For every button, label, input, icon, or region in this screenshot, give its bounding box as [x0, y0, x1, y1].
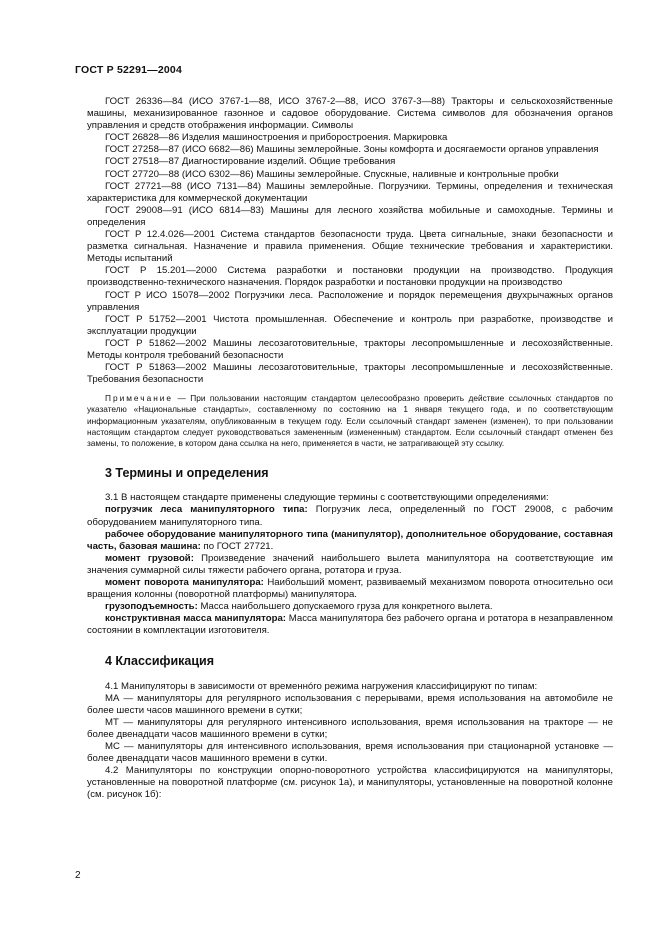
classification-paragraph: 4.2 Манипуляторы по конструкции опорно-поворотного устройства классифицируются на манипуляторы, установленные на поворотной платформе (см. рисунок 1а), и манипуляторы, установленные на поворотной колонне (см. рисунок 1б):: [87, 765, 613, 801]
reference-item: ГОСТ Р 12.4.026—2001 Система стандартов безопасности труда. Цвета сигнальные, знаки безопасности и разметка сигнальная. Назначение и правила применения. Общие технические требования и характеристики. Методы испытаний: [87, 229, 613, 265]
definition-text: Масса наибольшего допускаемого груза для конкретного вылета.: [197, 601, 493, 613]
document-header: ГОСТ Р 52291—2004: [75, 64, 183, 76]
section-3-title: 3 Термины и определения: [105, 466, 269, 481]
reference-item: ГОСТ Р 51752—2001 Чистота промышленная. Обеспечение и контроль при разработке, производстве и эксплуатации продукции: [87, 313, 613, 337]
reference-item: ГОСТ Р 51862—2002 Машины лесозаготовительные, тракторы лесопромышленные и лесохозяйственные. Методы контроля требований безопасности: [87, 337, 613, 361]
reference-item: ГОСТ 26336—84 (ИСО 3767-1—88, ИСО 3767-2—88, ИСО 3767-3—88) Тракторы и сельскохозяйственные машины, механизированное газонное и садовое оборудование. Система символов для обозначения органов управления и средств отображения информации. Символы: [87, 96, 613, 132]
reference-item: ГОСТ Р 15.201—2000 Система разработки и постановки продукции на производство. Продукция производственно-технического назначения. Порядок разработки и постановки продукции на производство: [87, 265, 613, 289]
reference-item: ГОСТ 27720—88 (ИСО 6302—86) Машины землеройные. Спускные, наливные и контрольные пробки: [105, 168, 559, 180]
definition-term: погрузчик леса манипуляторного типа:: [105, 504, 308, 516]
definition-term: момент грузовой:: [105, 552, 194, 564]
definition-text: Масса манипулятора без рабочего органа и ротатора в незаправленном состоянии в комплектации изготовителя.: [87, 613, 613, 637]
definition-text: по ГОСТ 27721.: [200, 540, 274, 552]
document-body: [87, 96, 613, 802]
section-3-intro: 3.1 В настоящем стандарте применены следующие термины с соответствующими определениями:: [105, 492, 549, 504]
page-number: 2: [75, 870, 81, 881]
reference-item: ГОСТ 29008—91 (ИСО 6814—83) Машины для лесного хозяйства мобильные и самоходные. Термины и определения: [87, 204, 613, 228]
classification-paragraph: 4.1 Манипуляторы в зависимости от временнóго режима нагружения классифицируют по типам:: [105, 680, 538, 692]
definition-term: грузоподъемность:: [105, 601, 198, 613]
definition-text: Наибольший момент, развиваемый механизмом поворота относительно оси вращения колонны (поворотной платформы) манипулятора.: [87, 577, 614, 601]
definition-item: [87, 553, 613, 577]
definition-item: [87, 601, 613, 613]
note-text: — При пользовании настоящим стандартом целесообразно проверить действие ссылочных стандартов по указателю «Национальные стандарты», составленному по состоянию на 1 января текущего года, и по соответствующим информационным указателям, опубликованным в текущем году. Если ссылочный стандарт заменен (изменен), то при пользовании настоящим стандартом следует руководствоваться замененным (измененным) стандартом. Если ссылочный стандарт отменен без замены, то положение, в котором дана ссылка на него, применяется в части, не затрагивающей эту ссылку.: [87, 393, 613, 449]
definition-text: Произведение значений наибольшего вылета манипулятора на соответствующие им значения суммарной силы тяжести рабочего органа, ротатора и груза.: [87, 552, 613, 576]
reference-item: ГОСТ Р ИСО 15078—2002 Погрузчики леса. Расположение и порядок перемещения двухрычажных органов управления: [87, 289, 613, 313]
definition-term: рабочее оборудование манипуляторного типа (манипулятор), дополнительное оборудование, составная часть, базовая машина:: [87, 528, 613, 552]
definition-item: [87, 613, 613, 637]
reference-item: ГОСТ 26828—86 Изделия машиностроения и приборостроения. Маркировка: [105, 132, 448, 144]
note-label: Примечание: [105, 393, 174, 404]
reference-item: ГОСТ 27721—88 (ИСО 7131—84) Машины землеройные. Погрузчики. Термины, определения и техническая характеристика для коммерческой документации: [87, 180, 613, 204]
reference-item: ГОСТ Р 51863—2002 Машины лесозаготовительные, тракторы лесопромышленные и лесохозяйственные. Требования безопасности: [87, 362, 613, 386]
definition-item: [87, 504, 613, 528]
definition-text: Погрузчик леса, определенный по ГОСТ 29008, с рабочим оборудованием манипуляторного типа.: [87, 504, 613, 528]
definition-item: [87, 529, 613, 553]
note-paragraph: [87, 393, 613, 449]
reference-item: ГОСТ 27258—87 (ИСО 6682—86) Машины землеройные. Зоны комфорта и досягаемости органов управления: [105, 144, 599, 156]
classification-paragraph: МС — манипуляторы для интенсивного использования, время использования при стационарной установке — более двенадцати часов машинного времени в сутки.: [87, 741, 613, 765]
definition-term: момент поворота манипулятора:: [105, 577, 264, 589]
section-4-title: 4 Классификация: [105, 654, 215, 669]
classification-paragraph: МТ — манипуляторы для регулярного интенсивного использования, время использования на тракторе — не более двенадцати часов машинного времени в сутки;: [87, 716, 613, 740]
definition-term: конструктивная масса манипулятора:: [105, 613, 286, 625]
reference-item: ГОСТ 27518—87 Диагностирование изделий. Общие требования: [105, 156, 396, 168]
definition-item: [87, 577, 613, 601]
classification-paragraph: МА — манипуляторы для регулярного использования с перерывами, время использования на автомобиле не более шести часов машинного времени в сутки;: [87, 692, 613, 716]
